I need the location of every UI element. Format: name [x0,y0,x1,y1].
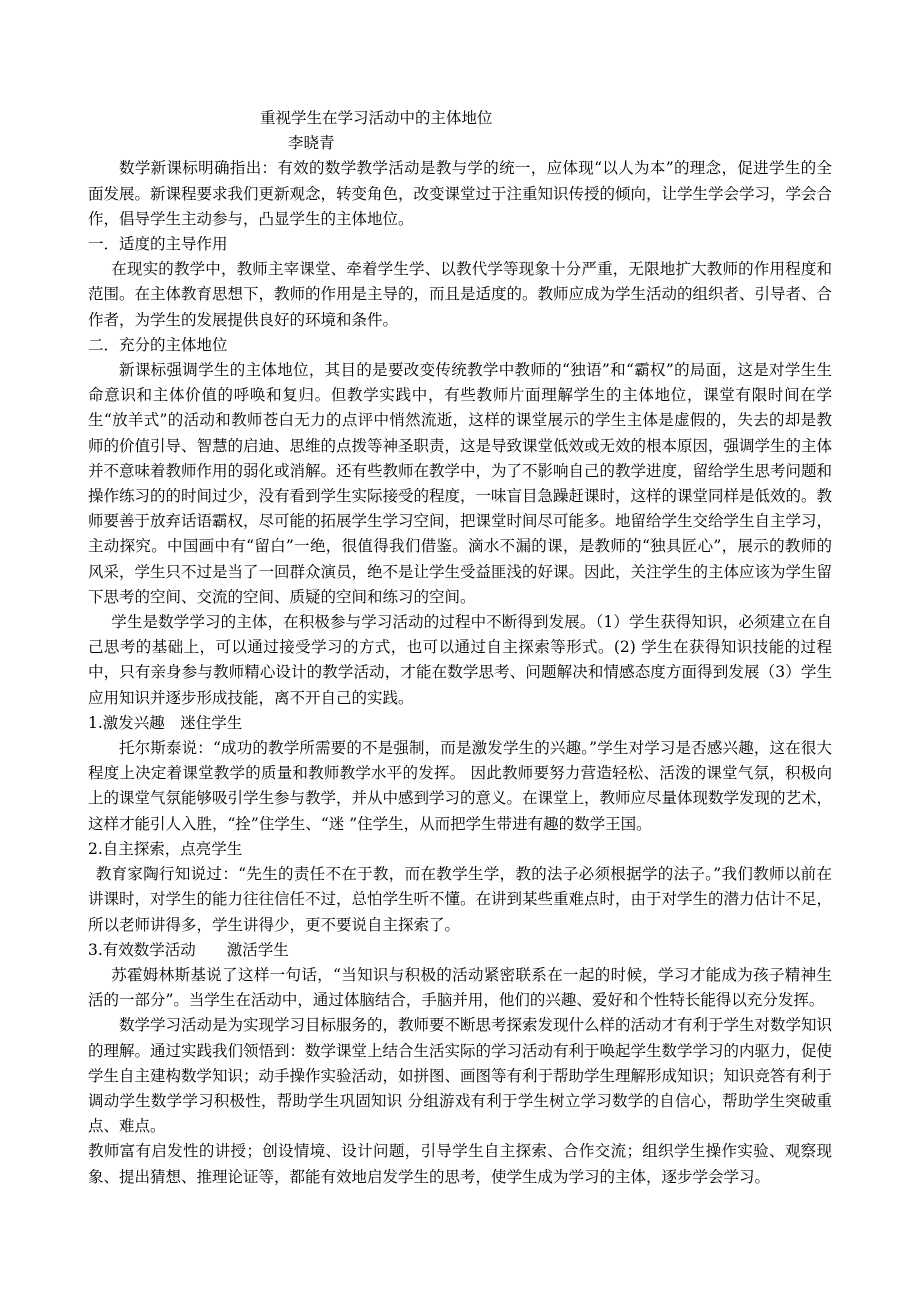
subsection3-paragraph-2: 数学学习活动是为实现学习目标服务的，教师要不断思考探索发现什么样的活动才有利于学生对数学知识的理解。通过实践我们领悟到：数学课堂上结合生活实际的学习活动有利于唤起学生数学学习的内驱力，促使学生自主建构数学知识；动手操作实验活动，如拼图、画图等有利于帮助学生理解形成知识；知识竞答有利于调动学生数学学习积极性，帮助学生巩固知识 分组游戏有利于学生树立学习数学的自信心，帮助学生突破重点、难点。 [88,1016,833,1136]
section2-heading: 二．充分的主体地位 [88,335,228,354]
section1-paragraph: 在现实的教学中，教师主宰课堂、牵着学生学、以教代学等现象十分严重，无限地扩大教师的作用程度和范围。在主体教育思想下，教师的作用是主导的，而且是适度的。教师应成为学生活动的组织者、引导者、合作者，为学生的发展提供良好的环境和条件。 [88,260,833,329]
section2-paragraph-1: 新课标强调学生的主体地位，其目的是要改变传统教学中教师的“独语”和“霸权”的局面，这是对学生生命意识和主体价值的呼唤和复归。但教学实践中，有些教师片面理解学生的主体地位，课堂有限时间在学生“放羊式”的活动和教师苍白无力的点评中悄然流逝，这样的课堂展示的学生主体是虚假的，失去的却是教师的价值引导、智慧的启迪、思维的点拨等神圣职责，这是导致课堂低效或无效的根本原因，强调学生的主体并不意味着教师作用的弱化或消解。还有些教师在教学中，为了不影响自己的教学进度，留给学生思考问题和操作练习的的时间过少，没有看到学生实际接受的程度，一味盲目急躁赶课时，这样的课堂同样是低效的。教师要善于放弃话语霸权，尽可能的拓展学生学习空间，把课堂时间尽可能多。地留给学生交给学生自主学习，主动探究。中国画中有“留白”一绝，很值得我们借鉴。滴水不漏的课，是教师的“独具匠心”，展示的教师的风采，学生只不过是当了一回群众演员，绝不是让学生受益匪浅的好课。因此，关注学生的主体应该为学生留下思考的空间、交流的空间、质疑的空间和练习的空间。 [88,361,833,606]
subsection1-paragraph: 托尔斯泰说：“成功的教学所需要的不是强制，而是激发学生的兴趣。”学生对学习是否感兴趣，这在很大程度上决定着课堂教学的质量和教师教学水平的发挥。 因此教师要努力营造轻松、活泼的课堂气氛，积极向上的课堂气氛能够吸引学生参与教学，并从中感到学习的意义。在课堂上，教师应尽量体现数学发现的艺术，这样才能引人入胜，“拴”住学生、“迷 ”住学生，从而把学生带进有趣的数学王国。 [88,739,833,833]
subsection3-paragraph-3: 教师富有启发性的讲授；创设情境、设计问题，引导学生自主探索、合作交流；组织学生操作实验、观察现象、提出猜想、推理论证等，都能有效地启发学生的思考，使学生成为学习的主体，逐步学会学习。 [88,1142,832,1186]
section2-paragraph-2: 学生是数学学习的主体，在积极参与学习活动的过程中不断得到发展。（1）学生获得知识，必须建立在自己思考的基础上，可以通过接受学习的方式，也可以通过自主探索等形式。(2) 学生在获得知识技能的过程中，只有亲身参与教师精心设计的教学活动，才能在数学思考、问题解决和情感态度方面得到发展（3）学生应用知识并逐步形成技能，离不开自己的实践。 [88,613,832,707]
subsection2-paragraph: 教育家陶行知说过：“先生的责任不在于教，而在教学生学，教的法子必须根据学的法子。”我们教师以前在讲课时，对学生的能力往往信任不过，总怕学生听不懂。在讲到某些重难点时，由于对学生的潜力估计不足，所以老师讲得多，学生讲得少，更不要说自主探索了。 [88,865,833,934]
document-author: 李晓青 [288,134,335,153]
intro-paragraph: 数学新课标明确指出：有效的数学教学活动是教与学的统一，应体现“以人为本”的理念，促进学生的全面发展。新课程要求我们更新观念，转变角色，改变课堂过于注重知识传授的倾向，让学生学会学习，学会合作，倡导学生主动参与，凸显学生的主体地位。 [88,159,833,228]
subsection3-paragraph-1: 苏霍姆林斯基说了这样一句话，“当知识与积极的活动紧密联系在一起的时候，学习才能成为孩子精神生活的一部分”。当学生在活动中，通过体脑结合，手脑并用，他们的兴趣、爱好和个性特长能得以充分发挥。 [88,965,832,1010]
subsection1-heading: 1.激发兴趣 迷住学生 [88,713,243,732]
subsection3-heading: 3.有效数学活动 激活学生 [88,940,289,959]
section1-heading: 一．适度的主导作用 [88,235,228,254]
document-title: 重视学生在学习活动中的主体地位 [260,109,493,127]
subsection2-heading: 2.自主探索，点亮学生 [88,839,243,858]
